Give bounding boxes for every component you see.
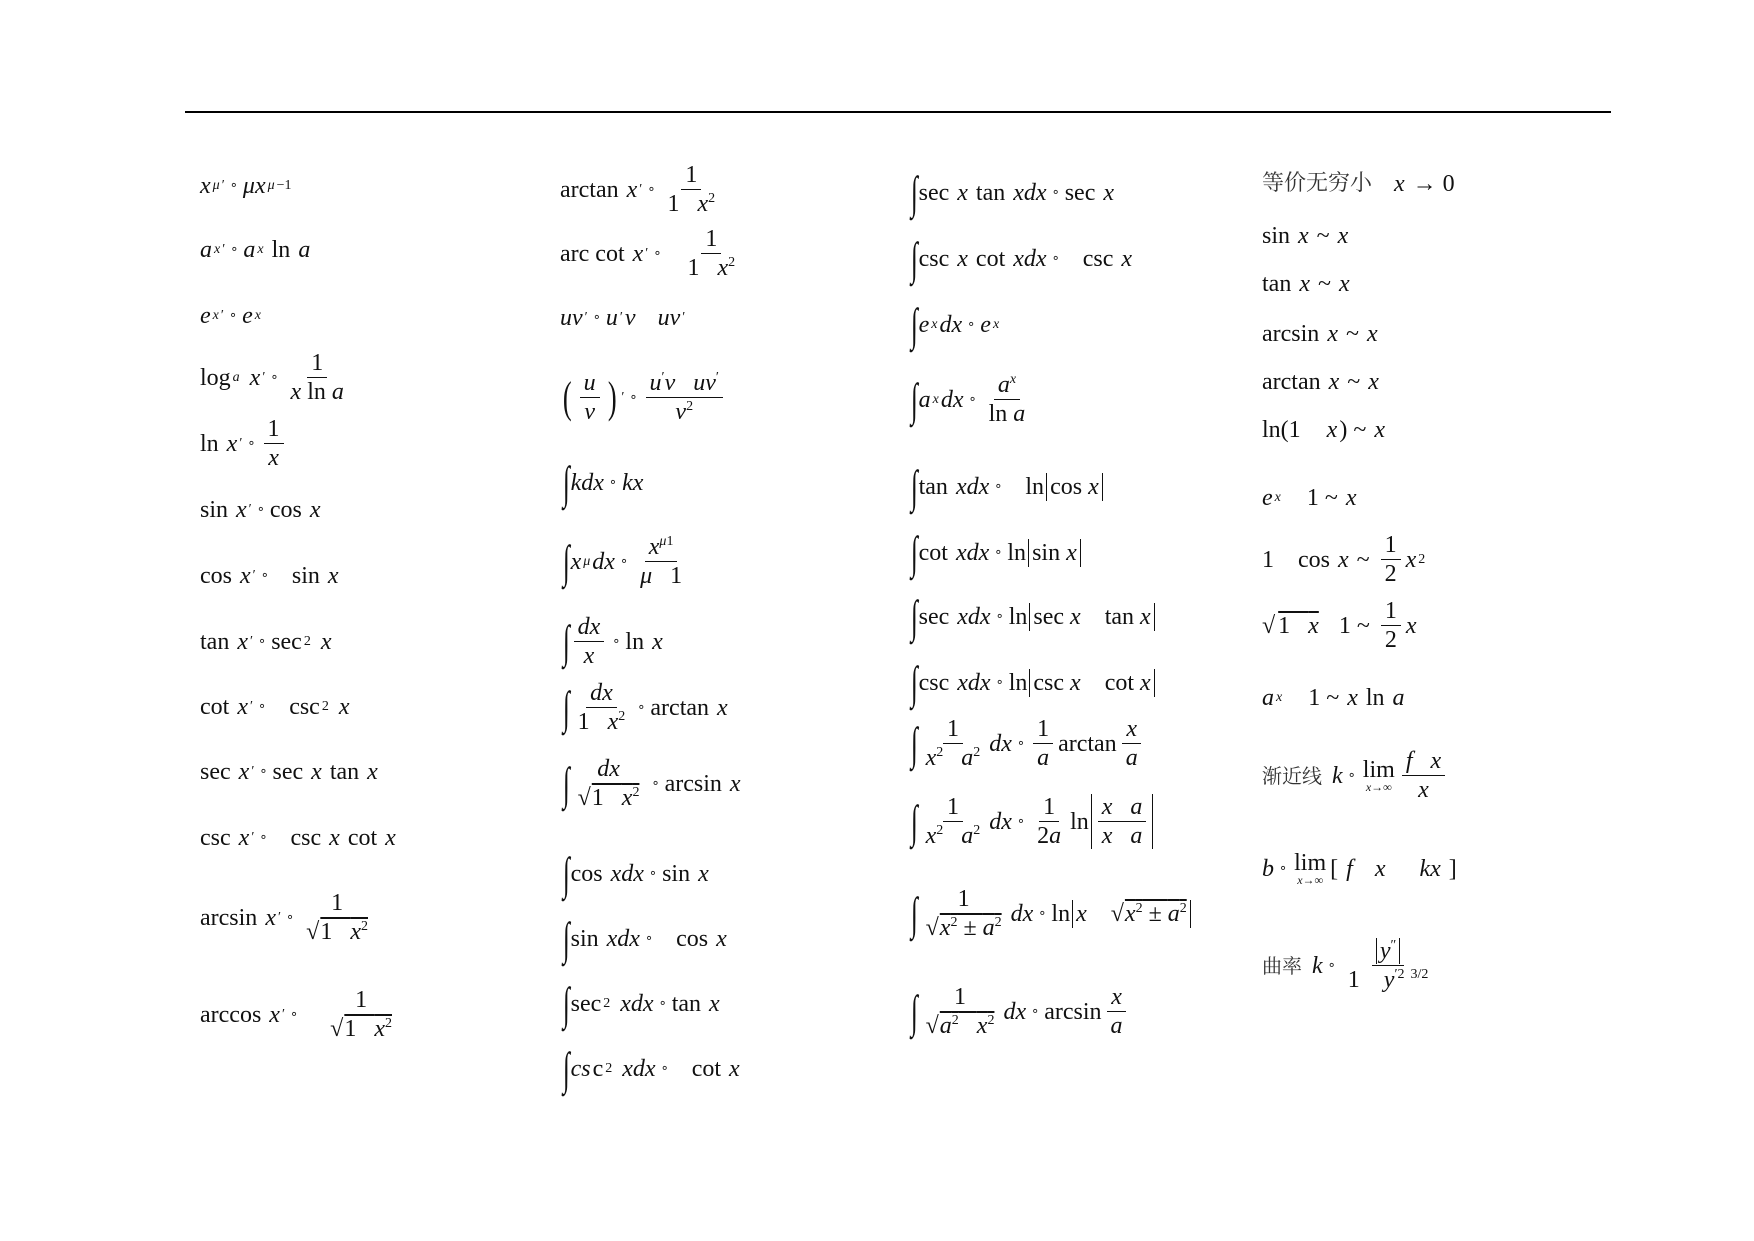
formula-integral-csc-squared: ∫ cs c 2 xdx ∘ cot x	[562, 1043, 740, 1094]
formula-integral-sin: ∫ sin xdx ∘ cos x	[562, 913, 727, 964]
formula-power-derivative: x μ ′ ∘ μx μ −1	[200, 173, 292, 199]
formula-integral-sec-tan: ∫ sec x tan xdx ∘ sec x	[910, 167, 1115, 218]
formula-exp-e-derivative: e x ′ ∘ e x	[200, 303, 261, 329]
formula-integral-reciprocal: ∫ dx x ∘ ln x	[562, 614, 663, 669]
formula-integral-tan: ∫ tan xdx ∘ ln cos x	[908, 464, 1103, 510]
formula-cos-derivative: cos x ′ ∘ sin x	[200, 563, 339, 589]
formula-cot-derivative: cot x ′ ∘ csc 2 x	[200, 694, 350, 720]
equivalent-arctan: arctan x ~ x	[1262, 369, 1379, 395]
formula-integral-csc-cot: ∫ csc x cot xdx ∘ csc x	[910, 233, 1133, 284]
formula-integral-sec: ∫ sec xdx ∘ ln sec x tan x	[908, 594, 1155, 640]
equivalent-arcsin: arcsin x ~ x	[1262, 321, 1378, 347]
formula-integral-exp-a: ∫ a x dx ∘ $a^x$ ln a	[910, 372, 1026, 427]
formula-integral-inverse-root-sum: ∫ 1 $√x^2 \pm a^2$ dx ∘ ln x $√x^2 \pm a^2$	[908, 886, 1191, 941]
formula-arcsin-derivative: arcsin x ′ ∘ 1 √1 $x^2$	[200, 890, 368, 945]
equivalent-cos: 1 cos x ~ 1 2 x 2	[1262, 532, 1426, 587]
equivalent-ln: ln(1 x ) ~ x	[1262, 417, 1385, 443]
formula-integral-sec-squared: ∫ sec 2 xdx ∘ tan x	[562, 978, 720, 1029]
formula-arccot-derivative: arc cot x ′ ∘ 1 1 $x^2$	[560, 226, 736, 281]
formula-product-rule: uv ′ ∘ u ′ v uv ′	[560, 305, 686, 331]
formula-integral-cos: ∫ cos xdx ∘ sin x	[562, 848, 709, 899]
formula-integral-inverse-difference-squares: ∫ 1 $x^2$ $a^2$ dx ∘ 1 2a ln $\frac{\text{x a}}{\text{x a}}$	[908, 794, 1153, 849]
formula-integral-csc: ∫ csc xdx ∘ ln csc x cot x	[908, 660, 1155, 706]
formula-csc-derivative: csc x ′ ∘ csc x cot x	[200, 825, 396, 851]
formula-tan-derivative: tan x ′ ∘ sec 2 x	[200, 629, 332, 655]
formula-integral-inverse-sum-squares: ∫ 1 $x^2$ $a^2$ dx ∘ 1 a arctan x a	[908, 716, 1145, 771]
formula-integral-arcsin: ∫ dx √1 $x^2$ ∘ arcsin x	[562, 756, 741, 811]
formula-integral-inverse-root-difference: ∫ 1 $√a^2$ $x^2$ dx ∘ arcsin x a	[908, 984, 1130, 1039]
formula-arccos-derivative: arccos x ′ ∘ 1 √1 $x^2$	[200, 987, 392, 1042]
formula-integral-cot: ∫ cot xdx ∘ ln sin x	[908, 530, 1081, 576]
equivalent-sin: sin x ~ x	[1262, 223, 1349, 249]
asymptote-intercept-formula: b ∘ lim x→∞ [ f x kx ]	[1262, 850, 1457, 887]
formula-sec-derivative: sec x ′ ∘ sec x tan x	[200, 759, 378, 785]
formula-arctan-derivative: arctan x ′ ∘ 1 1 $x^2$	[560, 162, 716, 217]
equivalent-tan: tan x ~ x	[1262, 271, 1350, 297]
curvature-formula: 曲率 k ∘ y″ 1 $y^{'2}$ $^{3/2}$	[1262, 938, 1429, 993]
formula-quotient-rule: ( u v ) ′ ∘ u′v uv′ $v^2$	[560, 370, 726, 425]
top-rule	[185, 111, 1611, 113]
formula-integral-arctan: ∫ dx 1 $x^2$ ∘ arctan x	[562, 680, 728, 735]
formula-integral-power: ∫ x μ dx ∘ $x^{\mu 1}$ μ 1	[562, 534, 683, 589]
formula-ln-derivative: ln x ′ ∘ 1 x	[200, 416, 287, 471]
equivalent-exp-e: e x 1 ~ x	[1262, 485, 1357, 511]
formula-exp-a-derivative: a x ′ ∘ a x ln a	[200, 237, 311, 263]
equivalent-infinitesimals-heading: 等价无穷小 x → 0	[1262, 171, 1455, 197]
formula-log-derivative: log a x ′ ∘ 1 x ln a	[200, 350, 344, 405]
equivalent-root: √ 1 x 1 ~ 1 2 x	[1262, 598, 1417, 653]
formula-sin-derivative: sin x ′ ∘ cos x	[200, 497, 321, 523]
asymptote-slope-formula: 渐近线 k ∘ lim x→∞ f x x	[1262, 748, 1448, 803]
equivalent-exp-a: a x 1 ~ x ln a	[1262, 685, 1405, 711]
formula-integral-constant: ∫ kdx ∘ kx	[562, 457, 644, 508]
formula-integral-exp-e: ∫ e x dx ∘ e x	[910, 299, 1000, 350]
